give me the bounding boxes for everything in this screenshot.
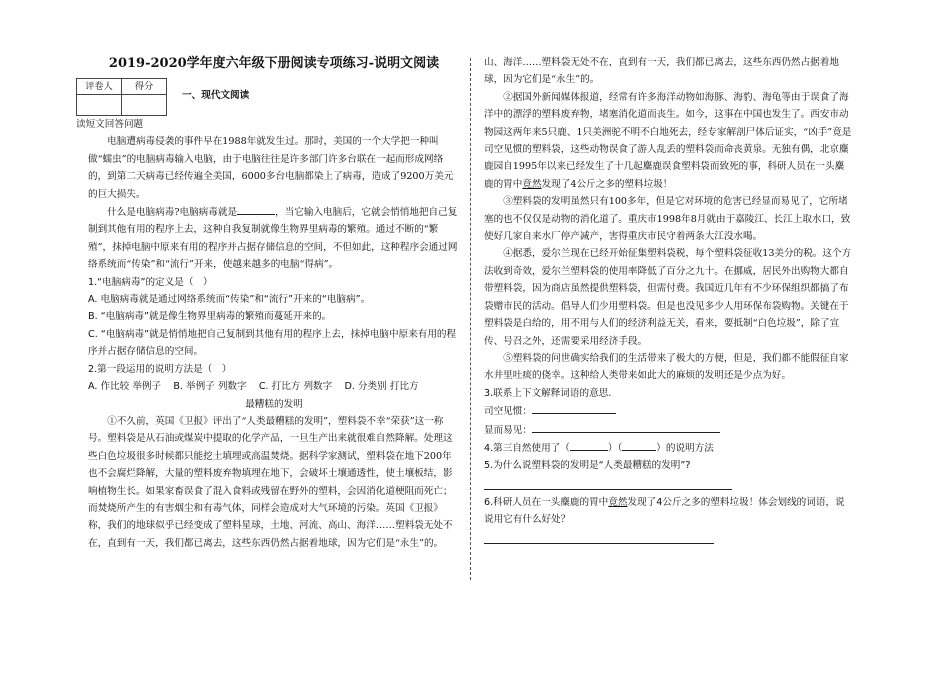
question-1-option-b[interactable]: B. “电脑病毒”就是像生物界里病毒的繁殖而蔓延开来的。	[88, 311, 332, 323]
word2-answer-blank[interactable]	[532, 421, 720, 433]
passage2-paragraph3: ③塑料袋的发明虽然只有100多年，但是它对环境的危害已经显而易见了，它所堵塞的也不仅仅是动物的消化道了。重庆市1998年8月就由于嘉陵江、长江上取水口，致使好几家自来水厂停产减产，害得重庆市民守着两条大江没水喝。	[484, 196, 851, 243]
passage2-paragraph5: ⑤塑料袋的问世确实给我们的生活带来了极大的方便，但是，我们都不能假征自家水井里吐痰的侥幸。这种给人类带来如此大的麻烦的发明还是少点为好。	[484, 352, 849, 382]
question-2	[88, 361, 460, 396]
question-4-blank-2[interactable]	[622, 439, 656, 451]
passage2-paragraph1-continued: 山、海洋……塑料袋无处不在，直到有一天，我们都已离去，这些东西仍然占据着地球，因为它们是“永生”的。	[484, 57, 839, 86]
question-2-option-a[interactable]: A. 作比较 举例子	[88, 381, 162, 393]
question-1-option-a[interactable]: A. 电脑病毒就是通过网络系统而“传染”和“流行”开来的“电脑病”。	[88, 294, 371, 306]
question-1	[88, 274, 460, 361]
right-column	[484, 54, 852, 544]
question-2-option-c[interactable]: C. 打比方 列数字	[258, 381, 333, 393]
question-4-part-c: ）的说明方法	[656, 442, 714, 454]
question-6-start: 6.科研人员在一头麋鹿的胃中	[484, 496, 609, 508]
header-row	[76, 78, 460, 116]
instruction-text: 读短文回答问题	[76, 119, 144, 130]
passage1-p2-start: 什么是电脑病毒?电脑病毒就是	[107, 207, 238, 219]
underlined-word-jingran: 竟然	[522, 178, 542, 190]
word2-label: 显而易见：	[484, 424, 532, 436]
question-6	[484, 494, 852, 529]
question-2-option-b[interactable]: B. 举例子 列数字	[173, 381, 247, 393]
question-6-answer-line[interactable]	[484, 529, 714, 544]
question-4	[484, 439, 852, 457]
question-3-word1	[484, 402, 852, 420]
section-heading: 一、现代文阅读	[182, 90, 250, 101]
question-3-word2	[484, 421, 852, 439]
question-5-stem: 5.为什么说塑料袋的发明是“人类最糟糕的发明”?	[484, 460, 691, 472]
score-table	[76, 78, 167, 116]
column-divider	[470, 58, 471, 580]
question-3	[484, 385, 852, 439]
question-1-stem: 1.“电脑病毒”的定义是（ ）	[88, 276, 213, 288]
passage2-paragraph2	[484, 89, 852, 193]
score-table-score-cell[interactable]	[122, 95, 167, 116]
score-table-grader-header: 评卷人	[77, 79, 122, 95]
definition-blank[interactable]	[237, 203, 275, 215]
question-5	[484, 457, 852, 489]
question-3-stem: 3.联系上下文解释词语的意思.	[484, 387, 612, 399]
page-title: 2019-2020学年度六年级下册阅读专项练习-说明文阅读	[108, 56, 440, 71]
passage2-paragraph4: ④据悉，爱尔兰现在已经开始征集塑料袋税，每个塑料袋征收13美分的税。这个方法收到奇效，爱尔兰塑料袋的使用率降低了百分之九十。在挪威，居民外出购物大都自带塑料袋，因为商店虽然提供塑料袋，但需付费。我国近几年有不少环保组织都搞了布袋赠市民的活动。倡导人们少用塑料袋。但是也没见多少人用环保布袋购物。关键在于塑料袋是白给的，用不用与人们的经济利益无关，看来，要抵制“白色垃圾”，除了宣传、号召之外，还需要采用经济手段。	[484, 248, 852, 347]
question-5-answer-line[interactable]	[484, 475, 732, 490]
question-2-stem: 2.第一段运用的说明方法是（ ）	[88, 363, 232, 375]
question-4-part-b: ）（	[607, 442, 623, 454]
word1-label: 司空见惯：	[484, 406, 532, 418]
score-table-grader-cell[interactable]	[77, 95, 122, 116]
passage1-p2-end: ，当它输入电脑后，它就会悄悄地把自己复制到其他有用的程序上去，这种自我复制就像生物界里病毒的繁殖。通过不断的“繁殖”，抹掉电脑中原来有用的程序并占据存储信息的空间，不但如此，这种程序会通过网络系统而“传染”和“流行”开来，使越来越多的电脑“得病”。	[88, 207, 458, 271]
passage1-paragraph1: 电脑遭病毒侵袭的事件早在1988年就发生过。那时，美国的一个大学把一种叫做“蠕虫”的电脑病毒输入电脑，由于电脑往往是许多部门许多台联在一起而形成网络的，到第二天病毒已经传遍全美国，6000多台电脑都染上了病毒，造成了9200万美元的巨大损失。	[88, 136, 454, 200]
left-column	[76, 54, 460, 570]
question-6-underlined-word: 竟然	[608, 496, 628, 508]
word1-answer-blank[interactable]	[532, 402, 616, 414]
question-6-end: 发现了4公斤之多的塑料垃圾！体会划线的词语，说说用它有什么好处？	[484, 496, 845, 526]
passage2-title: 最糟糕的发明	[245, 398, 303, 410]
question-2-options	[88, 378, 460, 395]
question-2-option-d[interactable]: D. 分类别 打比方	[344, 381, 419, 393]
passage2-paragraph1: ①不久前，英国《卫报》评出了“人类最糟糕的发明”，塑料袋不幸“荣获”这一称号。塑料袋是从石油或煤炭中提取的化学产品，一旦生产出来就很难自然降解。处理这些白色垃圾很多时候都只能挖土填埋或高温焚烧。据科学家测试，塑料袋在地下200年也不会腐烂降解，大量的塑料废弃物填埋在地下，会破坏土壤通透性，使土壤板结，影响植物生长。如果家畜误食了混入食料或残留在野外的塑料，会因消化道梗阻而死亡；而焚烧所产生的有害烟尘和有毒气体，同样会造成对大气环境的污染。英国《卫报》称，我们的地球似乎已经变成了塑料星球，土地、河流、高山、海洋……塑料袋无处不在，直到有一天，我们都已离去，这些东西仍然占据着地球，因为它们是“永生”的。	[88, 415, 453, 549]
passage2-p2-start: ②据国外新闻媒体报道，经常有许多海洋动物如海豚、海豹、海龟等由于误食了海洋中的漂浮的塑料废弃物，堵塞消化道而丧生。如今，这事在中国也发生了。西安市动物园这两年来5只鹿、1只美洲驼不明不白地死去，经专家解剖尸体后证实，“凶手”竟是司空见惯的塑料袋，这些动物误食了游人乱丢的塑料袋而命丧黄泉。无独有偶，北京麋鹿园自1995年以来已经发生了十几起麋鹿误食塑料袋而致死的事，科研人员在一头麋鹿的胃中	[484, 91, 852, 190]
question-4-blank-1[interactable]	[570, 439, 608, 451]
score-table-score-header: 得分	[122, 79, 167, 95]
passage2-p2-end: 发现了4公斤之多的塑料垃圾！	[541, 178, 673, 190]
question-1-option-c[interactable]: C. “电脑病毒”就是悄悄地把自己复制到其他有用的程序上去，抹掉电脑中原来有用的程序并占据存储信息的空间。	[88, 328, 457, 358]
passage1-paragraph2	[88, 203, 460, 274]
question-4-part-a: 4.第三自然使用了（	[484, 442, 570, 454]
